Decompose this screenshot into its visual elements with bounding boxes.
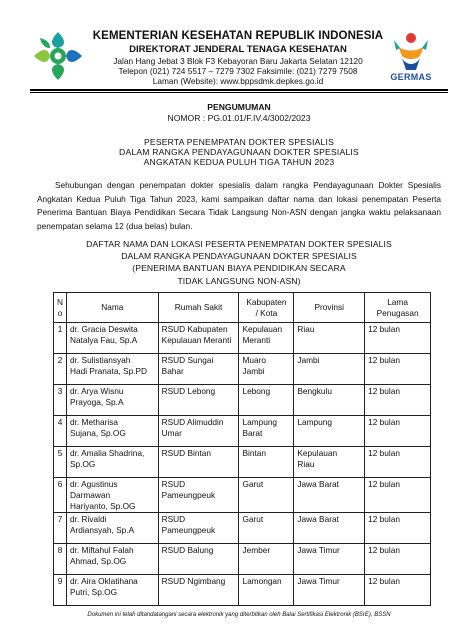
cell-rumah-sakit: RSUD Kabupaten Kepulauan Meranti [158, 323, 239, 354]
letterhead-divider [30, 89, 448, 91]
cell-kabupaten: Kepulauan Meranti [239, 323, 294, 354]
list-title-line-3: (PENERIMA BANTUAN BIAYA PENDIDIKAN SECARA [132, 263, 346, 273]
table-row [54, 447, 431, 478]
cell-lama: 12 bulan [365, 323, 431, 354]
cell-rumah-sakit: RSUD Lebong [158, 385, 239, 416]
germas-logo-text: GERMAS [390, 72, 432, 82]
cell-lama: 12 bulan [365, 385, 431, 416]
cell-nama: dr. Agustinus Darmawan Hariyanto, Sp.OG [67, 478, 159, 513]
cell-lama: 12 bulan [365, 478, 431, 513]
list-title-line-4: TIDAK LANGSUNG NON-ASN) [177, 276, 301, 286]
cell-rumah-sakit: RSUD Bintan [158, 447, 239, 478]
cell-provinsi: Kepulauan Riau [294, 447, 365, 478]
table-row [54, 416, 431, 447]
cell-no: 4 [54, 416, 67, 447]
cell-rumah-sakit: RSUD Pameungpeuk [158, 513, 239, 544]
placement-table [53, 292, 431, 606]
letterhead-divider-thin [30, 92, 448, 93]
cell-no: 8 [54, 544, 67, 575]
cell-provinsi: Jawa Barat [294, 478, 365, 513]
announcement-paragraph-text: Sehubungan dengan penempatan dokter spesialis dalam rangka Pendayagunaan Dokter Spesialis Angkatan Kedua Puluh Tiga Tahun 2023, kami sampaikan daftar nama dan lokasi penempatan Peserta Penerima Bantuan Biaya Pendidikan Secara Tidak Langsung Non-ASN dengan jangka waktu pelaksanaan penempatan selama 12 (dua belas) bulan. [37, 180, 441, 231]
header-provinsi: Provinsi [294, 293, 365, 323]
table-row [54, 323, 431, 354]
esign-footer-note: Dokumen ini telah ditandatangani secara elektronik yang diterbitkan oleh Balai Sertifikasi Elektronik (BSrE), BSSN [87, 612, 391, 618]
cell-lama: 12 bulan [365, 575, 431, 606]
cell-lama: 12 bulan [365, 544, 431, 575]
cell-nama: dr. Rivaldi Ardiansyah, Sp.A [67, 513, 159, 544]
letterhead-address: Jalan Hang Jebat 3 Blok F3 Kebayoran Baru Jakarta Selatan 12120 [113, 56, 363, 66]
cell-no: 7 [54, 513, 67, 544]
cell-provinsi: Riau [294, 323, 365, 354]
cell-kabupaten: Jember [239, 544, 294, 575]
cell-provinsi: Jawa Timur [294, 575, 365, 606]
letterhead-phone: Telepon (021) 724 5517 – 7279 7302 Faksimile: (021) 7279 7508 [118, 66, 358, 76]
header-rumah-sakit: Rumah Sakit [158, 293, 239, 323]
cell-no: 6 [54, 478, 67, 513]
cell-rumah-sakit: RSUD Balung [158, 544, 239, 575]
cell-provinsi: Jawa Barat [294, 513, 365, 544]
cell-rumah-sakit: RSUD Alimuddin Umar [158, 416, 239, 447]
announcement-paragraph [37, 179, 441, 233]
cell-nama: dr. Metharisa Sujana, Sp.OG [67, 416, 159, 447]
cell-nama: dr. Miftahul Falah Ahmad, Sp.OG [67, 544, 159, 575]
table-row [54, 354, 431, 385]
announcement-number: NOMOR : PG.01.01/F.IV.4/3002/2023 [167, 113, 311, 123]
header-lama-penugasan: Lama Penugasan [365, 293, 431, 323]
announcement-heading: PENGUMUMAN [207, 102, 271, 112]
header-nama: Nama [67, 293, 159, 323]
cell-no: 1 [54, 323, 67, 354]
header-no: N o [54, 293, 67, 323]
cell-rumah-sakit: RSUD Ngimbang [158, 575, 239, 606]
cell-provinsi: Jambi [294, 354, 365, 385]
list-title-line-1: DAFTAR NAMA DAN LOKASI PESERTA PENEMPATAN DOKTER SPESIALIS [86, 239, 392, 249]
announcement-title-line-2: DALAM RANGKA PENDAYAGUNAAN DOKTER SPESIALIS [119, 147, 359, 157]
cell-kabupaten: Lamongan [239, 575, 294, 606]
table-row [54, 513, 431, 544]
letterhead-website: Laman (Website): www.bppsdmk.depkes.go.id [152, 76, 324, 86]
cell-lama: 12 bulan [365, 354, 431, 385]
header-kabupaten-kota: Kabupaten / Kota [239, 293, 294, 323]
list-title-line-2: DALAM RANGKA PENDAYAGUNAAN DOKTER SPESIALIS [121, 251, 357, 261]
cell-no: 3 [54, 385, 67, 416]
cell-kabupaten: Garut [239, 513, 294, 544]
cell-nama: dr. Gracia Deswita Natalya Fau, Sp.A [67, 323, 159, 354]
cell-nama: dr. Aira Oklatihana Putri, Sp.OG [67, 575, 159, 606]
cell-kabupaten: Bintan [239, 447, 294, 478]
cell-nama: dr. Sulistiansyah Hadi Pranata, Sp.PD [67, 354, 159, 385]
cell-no: 2 [54, 354, 67, 385]
table-row [54, 575, 431, 606]
cell-kabupaten: Lebong [239, 385, 294, 416]
cell-no: 5 [54, 447, 67, 478]
cell-kabupaten: Garut [239, 478, 294, 513]
table-row [54, 544, 431, 575]
announcement-title-line-1: PESERTA PENEMPATAN DOKTER SPESIALIS [143, 137, 335, 147]
cell-rumah-sakit: RSUD Sungai Bahar [158, 354, 239, 385]
table-row [54, 478, 431, 513]
cell-lama: 12 bulan [365, 416, 431, 447]
cell-provinsi: Bengkulu [294, 385, 365, 416]
cell-no: 9 [54, 575, 67, 606]
table-header-row [54, 293, 431, 323]
cell-provinsi: Jawa Timur [294, 544, 365, 575]
kemenkes-logo [30, 28, 86, 84]
cell-rumah-sakit: RSUD Pameungpeuk [158, 478, 239, 513]
cell-kabupaten: Muaro Jambi [239, 354, 294, 385]
cell-kabupaten: Lampung Barat [239, 416, 294, 447]
announcement-title-line-3: ANGKATAN KEDUA PULUH TIGA TAHUN 2023 [143, 157, 335, 167]
cell-nama: dr. Arya Wisnu Prayoga, Sp.A [67, 385, 159, 416]
ministry-name: KEMENTERIAN KESEHATAN REPUBLIK INDONESIA [92, 30, 384, 42]
cell-provinsi: Lampung [294, 416, 365, 447]
directorate-name: DIREKTORAT JENDERAL TENAGA KESEHATAN [129, 44, 347, 55]
cell-lama: 12 bulan [365, 447, 431, 478]
cell-nama: dr. Amalia Shadrina, Sp.OG [67, 447, 159, 478]
table-row [54, 385, 431, 416]
cell-lama: 12 bulan [365, 513, 431, 544]
